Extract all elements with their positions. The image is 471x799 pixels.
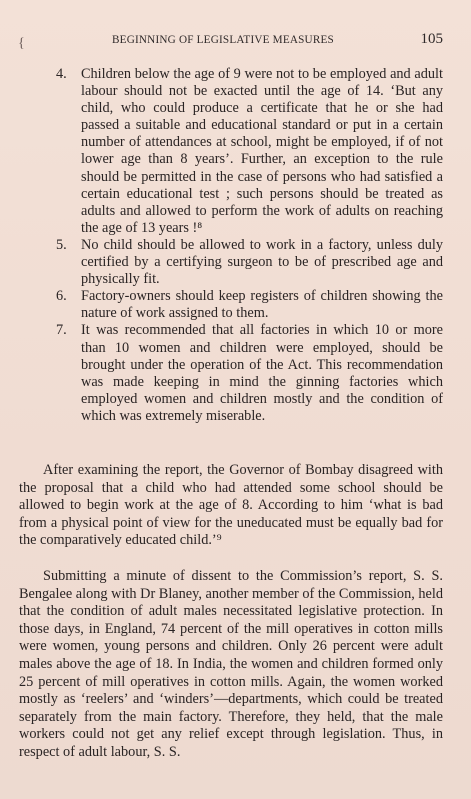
- list-item-number: 6.: [56, 288, 67, 305]
- list-item-text: Factory-owners should keep registers of children showing the nature of work assigned to them.: [81, 288, 443, 322]
- page-number: 105: [420, 31, 443, 47]
- recommendation-list: [56, 66, 443, 425]
- list-item-text: It was recommended that all factories in which 10 or more than 10 women and children were employed, should be brought under the operation of the Act. This recommendation was made keeping in mind the ginning factories which employed women and children mostly and the condition of which was extremely miserable.: [81, 322, 443, 424]
- list-item-text: Children below the age of 9 were not to be employed and adult labour should not be exacted until the age of 14. ‘But any child, who could produce a certificate that he or she had passed a suitable and educational standard or put in a certain number of attendances at school, might be employed, if of not lower age than 8 years’. Further, an exception to the rule should be permitted in the case of persons who had satisfied a certain educational test ; such persons should be treated as adults and allowed to perform the work of adults on reaching the age of 13 years !⁸: [81, 66, 443, 236]
- list-item-text: No child should be allowed to work in a factory, unless duly certified by a certifying surgeon to be of prescribed age and physically fit.: [81, 236, 443, 288]
- list-item: [56, 237, 443, 288]
- list-item-number: 4.: [56, 66, 67, 82]
- list-item: [56, 66, 443, 237]
- list-item-number: 5.: [56, 236, 67, 253]
- body-paragraph-governor-response: After examining the report, the Governor of Bombay disagreed with the proposal that a child who had attended some school should be allowed to begin work at the age of 8. According to him ‘what is bad from a physical point of view for the uneducated must be equally bad for the comparatively educated child.’⁹: [19, 462, 443, 549]
- margin-mark: {: [18, 36, 25, 51]
- body-paragraph-dissent-minute: Submitting a minute of dissent to the Commission’s report, S. S. Bengalee along with Dr Blaney, another member of the Commission, held that the condition of adult males necessitated legislative protection. In those days, in England, 74 percent of the mill operatives in cotton mills were women, young persons and children. Only 26 percent were adult males above the age of 18. In India, the women and children formed only 25 percent of mill operatives in cotton mills. Again, the women worked mostly as ‘reelers’ and ‘winders’—departments, which could be treated separately from the main factory. Therefore, they held, that the male workers could not get any relief except through legislation. Thus, in respect of adult labour, S. S.: [19, 568, 443, 760]
- list-item: [56, 288, 443, 322]
- list-item-number: 7.: [56, 322, 67, 339]
- list-item: [56, 322, 443, 425]
- running-head: BEGINNING OF LEGISLATIVE MEASURES: [112, 34, 334, 46]
